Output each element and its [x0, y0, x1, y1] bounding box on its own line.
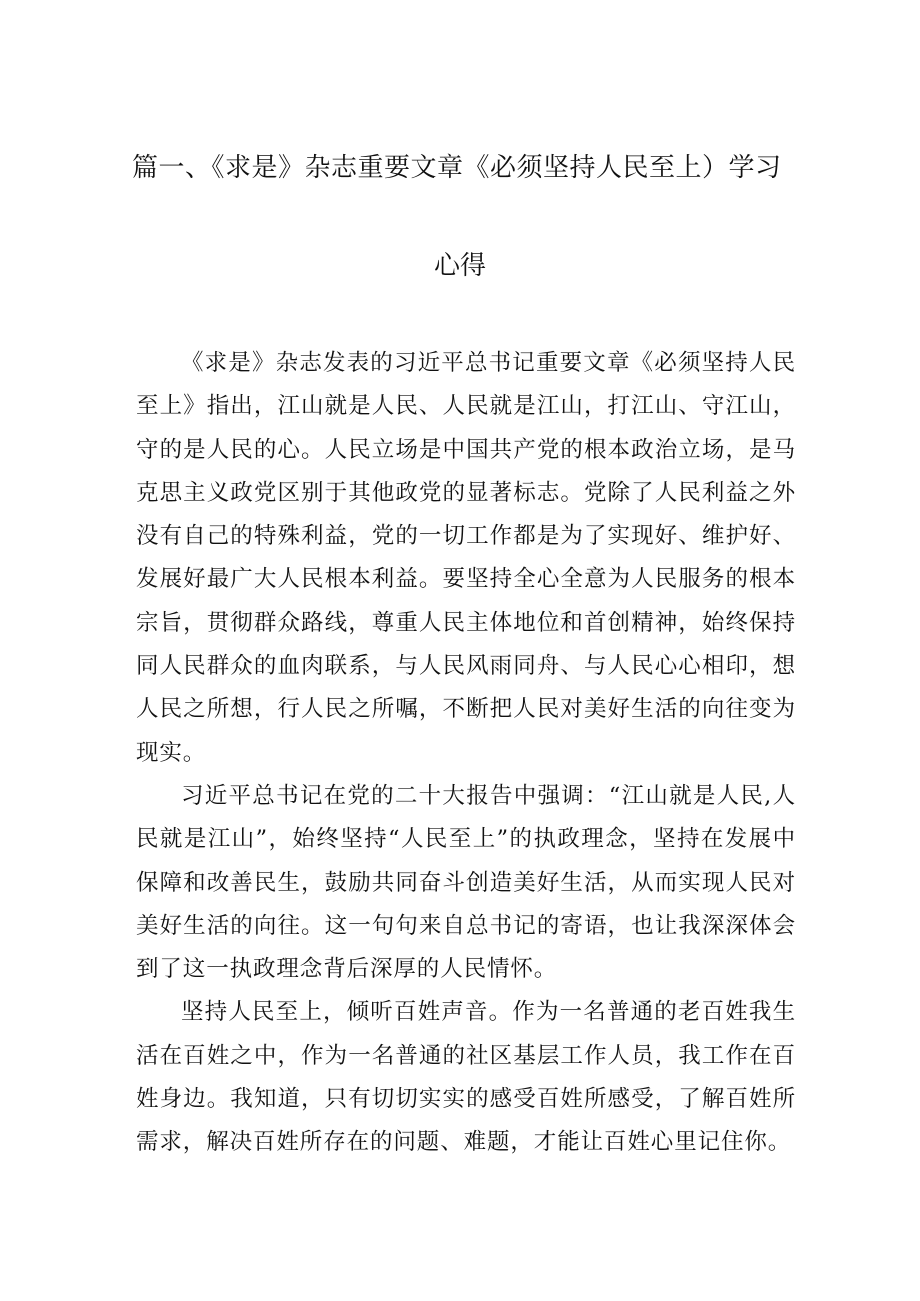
document-title-continuation: 心得: [433, 251, 486, 281]
body-paragraph: 《求是》杂志发表的习近平总书记重要文章《必须坚持人民至上》指出，江山就是人民、人民就是江山，打江山、守江山，守的是人民的心。人民立场是中国共产党的根本政治立场，是马克思主义政党区别于其他政党的显著标志。党除了人民利益之外没有自己的特殊利益，党的一切工作都是为了实现好、维护好、发展好最广大人民根本利益。要坚持全心全意为人民服务的根本宗旨，贯彻群众路线，尊重人民主体地位和首创精神，始终保持同人民群众的血肉联系，与人民风雨同舟、与人民心心相印，想人民之所想，行人民之所嘱，不断把人民对美好生活的向往变为现实。: [136, 350, 796, 766]
document-title: 篇一、《求是》杂志重要文章《必须坚持人民至上）学习: [132, 153, 782, 183]
body-paragraph: 坚持人民至上，倾听百姓声音。作为一名普通的老百姓我生活在百姓之中，作为一名普通的社区基层工作人员，我工作在百姓身边。我知道，只有切切实实的感受百姓所感受，了解百姓所需求，解决百姓所存在的问题、难题，才能让百姓心里记住你。: [136, 999, 796, 1156]
document-body: [136, 342, 796, 1165]
body-paragraph: 习近平总书记在党的二十大报告中强调：“江山就是人民,人民就是江山”，始终坚持“人民至上”的执政理念，坚持在发展中保障和改善民生，鼓励共同奋斗创造美好生活，从而实现人民对美好生活的向往。这一句句来自总书记的寄语，也让我深深体会到了这一执政理念背后深厚的人民情怀。: [136, 782, 796, 983]
